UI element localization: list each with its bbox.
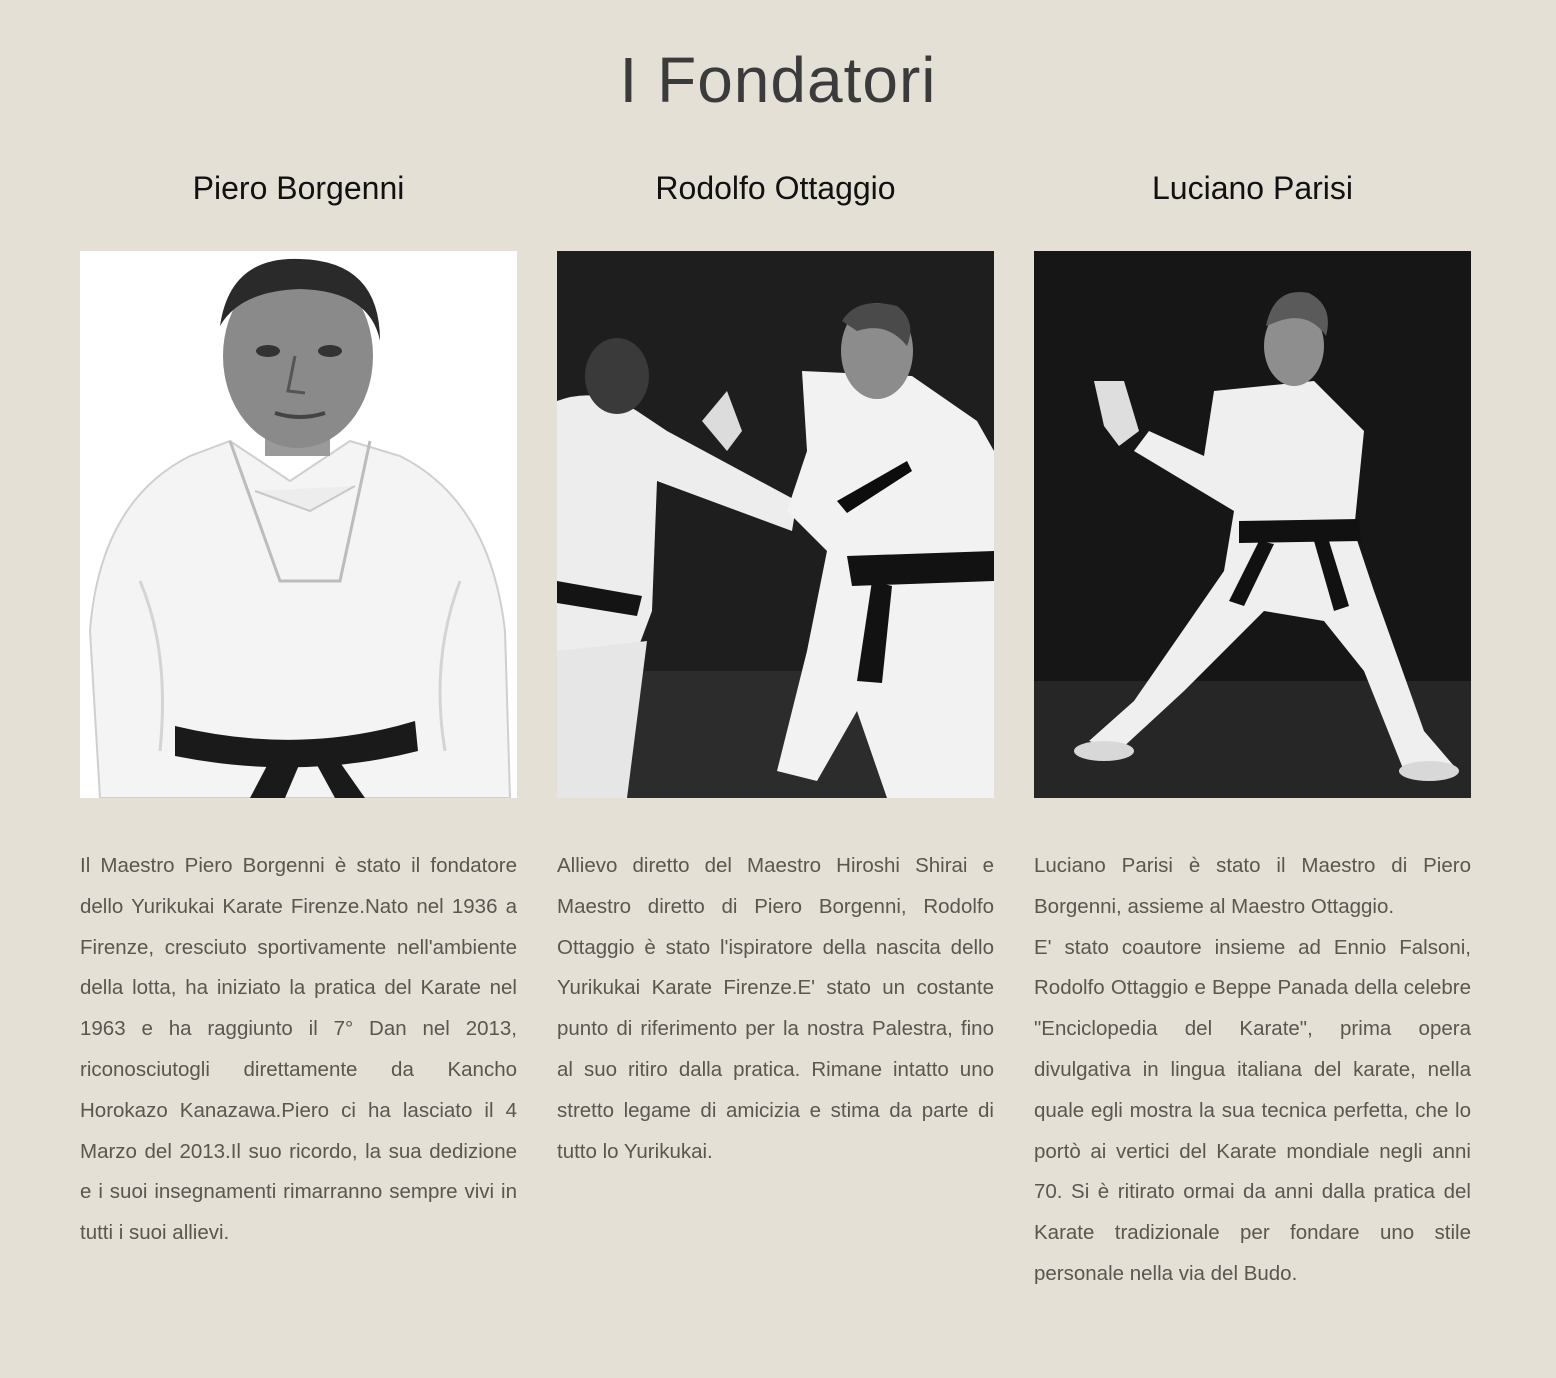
founder-bio: [557, 846, 994, 1172]
founder-bio-paragraph: Il Maestro Piero Borgenni è stato il fondatore dello Yurikukai Karate Firenze.Nato nel 1936 a Firenze, cresciuto sportivamente nell'ambiente della lotta, ha iniziato la pratica del Karate nel 1963 e ha raggiunto il 7° Dan nel 2013, riconosciutogli direttamente da Kancho Horokazo Kanazawa.Piero ci ha lasciato il 4 Marzo del 2013.Il suo ricordo, la sua dedizione e i suoi insegnamenti rimarranno sempre vivi in tutti i suoi allievi.: [80, 854, 517, 1245]
founder-bio-paragraph: Allievo diretto del Maestro Hiroshi Shirai e Maestro diretto di Piero Borgenni, Rodolfo Ottaggio è stato l'ispiratore della nascita dello Yurikukai Karate Firenze.E' stato un costante punto di riferimento per la nostra Palestra, fino al suo ritiro dalla pratica. Rimane intatto uno stretto legame di amicizia e stima da parte di tutto lo Yurikukai.: [557, 854, 994, 1163]
founder-bio: [1034, 846, 1471, 1295]
founder-name: Rodolfo Ottaggio: [655, 170, 896, 206]
founder-bio-paragraph: E' stato coautore insieme ad Ennio Falsoni, Rodolfo Ottaggio e Beppe Panada della celebre "Enciclopedia del Karate", prima opera divulgativa in lingua italiana del karate, nella quale egli mostra la sua tecnica perfetta, che lo portò ai vertici del Karate mondiale negli anni 70. Si è ritirato ormai da anni dalla pratica del Karate tradizionale per fondare uno stile personale nella via del Budo.: [1034, 935, 1471, 1285]
founder-photo: [1034, 251, 1471, 798]
founder-photo: [557, 251, 994, 798]
page-title: I Fondatori: [619, 44, 937, 116]
founder-name: Piero Borgenni: [192, 170, 405, 206]
founder-bio: [80, 846, 517, 1254]
founder-bio-paragraph: Luciano Parisi è stato il Maestro di Piero Borgenni, assieme al Maestro Ottaggio.: [1034, 854, 1471, 918]
founder-name: Luciano Parisi: [1152, 170, 1353, 206]
founder-photo: [80, 251, 517, 798]
